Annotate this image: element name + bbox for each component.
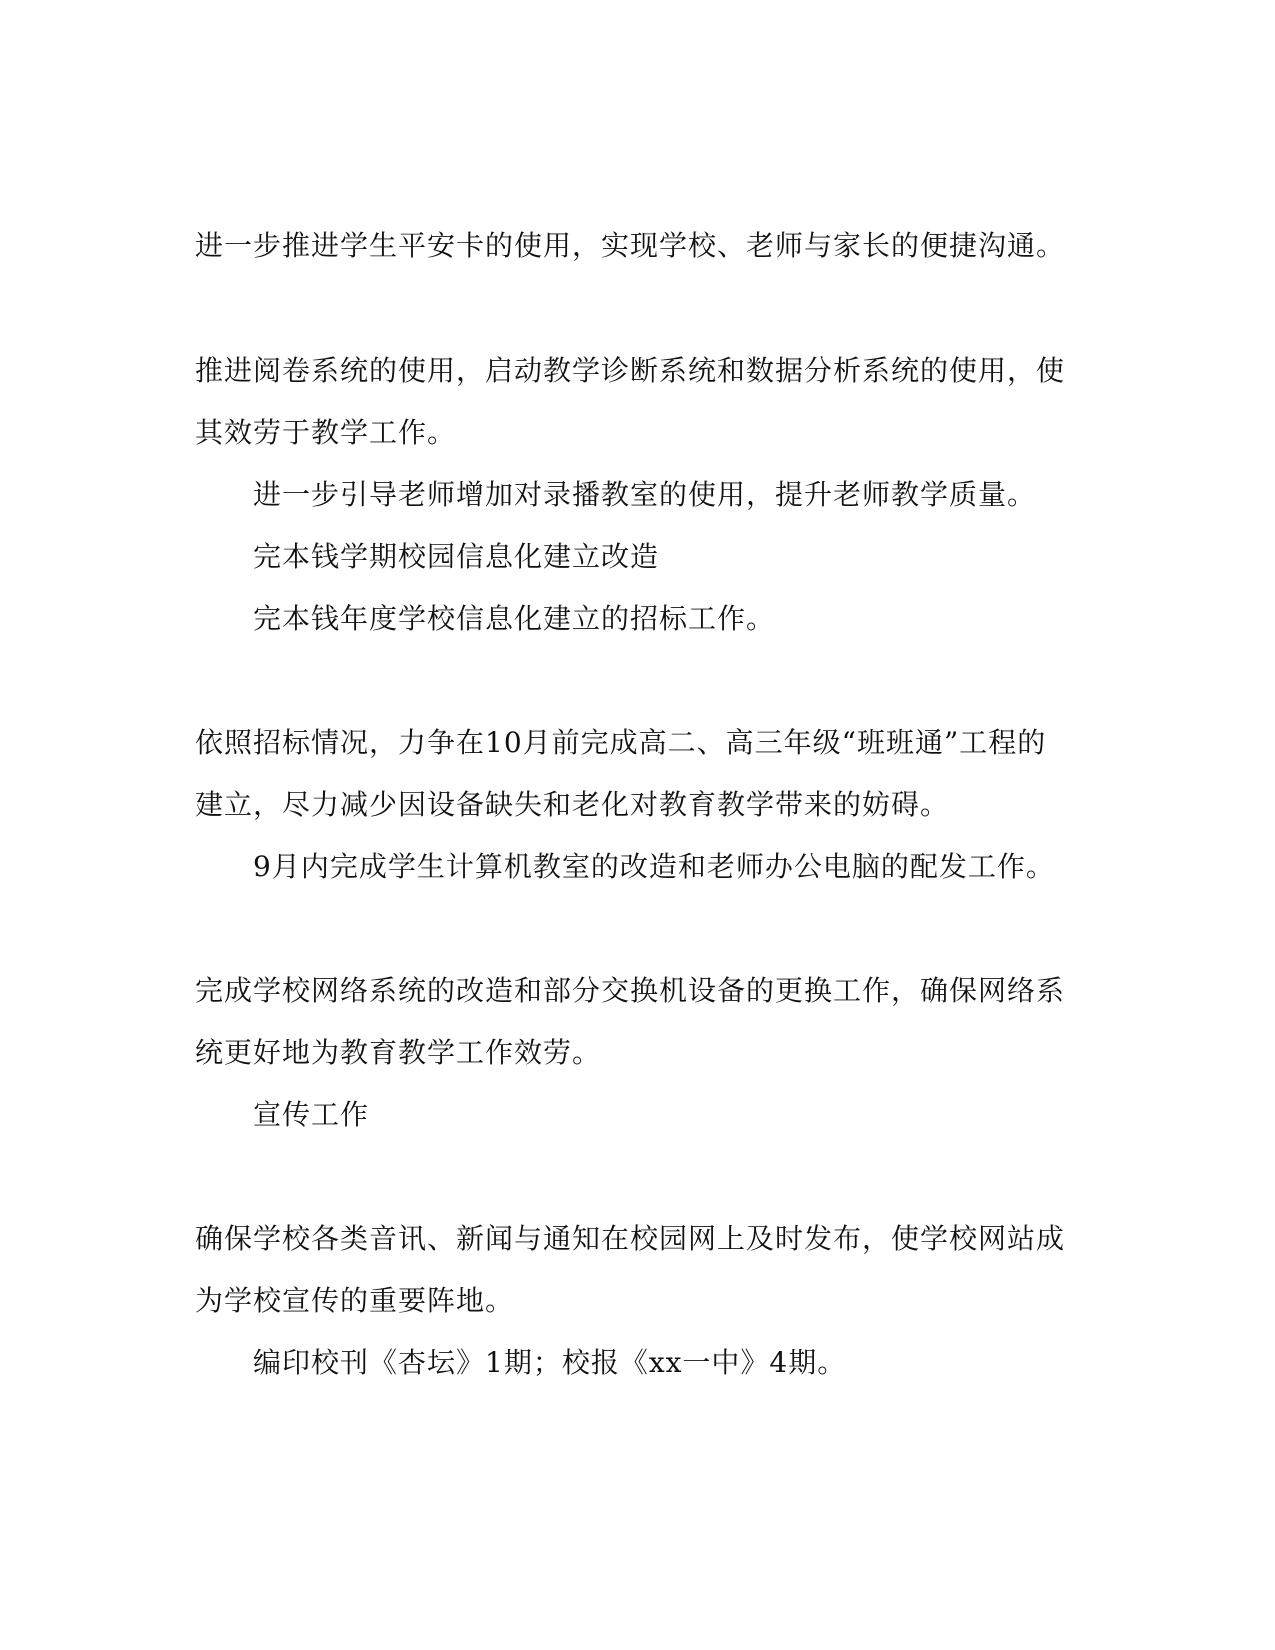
text-line: 统更好地为教育教学工作效劳。 (195, 1036, 602, 1069)
section-heading: 宣传工作 (253, 1098, 370, 1131)
text-line: 建立，尽力减少因设备缺失和老化对教育教学带来的妨碍。 (195, 788, 950, 821)
section-heading: 完本钱学期校园信息化建立改造 (253, 540, 660, 573)
text-line: 编印校刊《杏坛》1期；校报《xx一中》4期。 (253, 1346, 847, 1379)
text-line: 依照招标情况，力争在10月前完成高二、高三年级“班班通”工程的 (195, 726, 1047, 759)
text-line: 完本钱年度学校信息化建立的招标工作。 (253, 602, 776, 635)
text-line: 进一步推进学生平安卡的使用，实现学校、老师与家长的便捷沟通。 (195, 229, 1066, 262)
text-line: 推进阅卷系统的使用，启动教学诊断系统和数据分析系统的使用，使 (195, 354, 1066, 387)
text-line: 进一步引导老师增加对录播教室的使用，提升老师教学质量。 (253, 478, 1037, 511)
text-line: 完成学校网络系统的改造和部分交换机设备的更换工作，确保网络系 (195, 974, 1066, 1007)
text-line: 确保学校各类音讯、新闻与通知在校园网上及时发布，使学校网站成 (195, 1222, 1066, 1255)
text-line: 其效劳于教学工作。 (195, 416, 457, 449)
text-line: 9月内完成学生计算机教室的改造和老师办公电脑的配发工作。 (253, 850, 1055, 883)
text-line: 为学校宣传的重要阵地。 (195, 1284, 515, 1317)
